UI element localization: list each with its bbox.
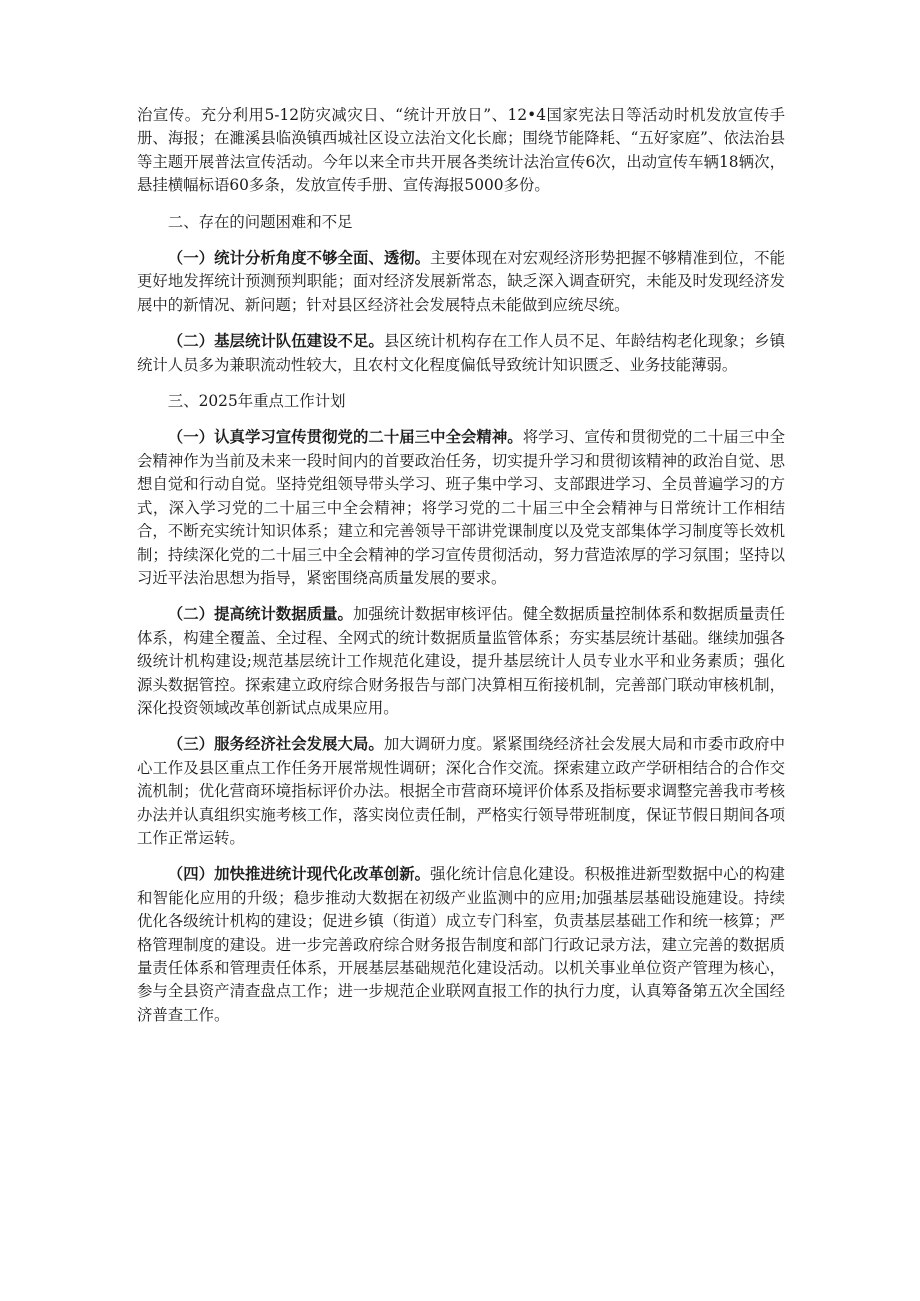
document-page <box>137 104 785 1040</box>
paragraph-lead: （二）基层统计队伍建设不足。 <box>167 332 384 351</box>
paragraph-body: 主要体现在对宏观经济形势把握不够精准到位，不能更好地发挥统计预测预判职能；面对经济发展新常态，缺乏深入调查研究，未能及时发现经济发展中的新情况、新问题；针对县区经济社会发展特点未能做到应统尽统。 <box>137 249 785 314</box>
paragraph-plan-study <box>137 426 785 590</box>
paragraph-problem-analysis <box>137 247 785 317</box>
paragraph-problem-staff <box>137 330 785 377</box>
paragraph-lead: （一）认真学习宣传贯彻党的二十届三中全会精神。 <box>167 428 523 447</box>
paragraph-body: 将学习、宣传和贯彻党的二十届三中全会精神作为当前及未来一段时间内的首要政治任务，切实提升学习和贯彻该精神的政治自觉、思想自觉和行动自觉。坚持党组领导带头学习、班子集中学习、支部跟进学习、全员普遍学习的方式，深入学习党的二十届三中全会精神；将学习党的二十届三中全会精神与日常统计工作相结合，不断充实统计知识体系；建立和完善领导干部讲党课制度以及党支部集体学习制度等长效机制；持续深化党的二十届三中全会精神的学习宣传贯彻活动，努力营造浓厚的学习氛围；坚持以习近平法治思想为指导，紧密围绕高质量发展的要求。 <box>137 428 785 587</box>
paragraph-lead: （一）统计分析角度不够全面、透彻。 <box>167 249 431 268</box>
section-heading-plan: 三、2025年重点工作计划 <box>167 392 346 411</box>
paragraph-lead: （二）提高统计数据质量。 <box>167 605 353 624</box>
paragraph-body: 强化统计信息化建设。积极推进新型数据中心的构建和智能化应用的升级；稳步推动大数据在初级产业监测中的应用;加强基层基础设施建设。持续优化各级统计机构的建设；促进乡镇（街道）成立专门科室，负责基层基础工作和统一核算；严格管理制度的建设。进一步完善政府综合财务报告制度和部门行政记录方法，建立完善的数据质量责任体系和管理责任体系，开展基层基础规范化建设活动。以机关事业单位资产管理为核心，参与全县资产清查盘点工作；进一步规范企业联网直报工作的执行力度，认真筹备第五次全国经济普查工作。 <box>137 865 785 1024</box>
paragraph-legal-publicity: 治宣传。充分利用5-12防灾减灾日、“统计开放日”、12•4国家宪法日等活动时机发放宣传手册、海报；在濉溪县临涣镇西城社区设立法治文化长廊；围绕节能降耗、“五好家庭”、依法治县等主题开展普法宣传活动。今年以来全市共开展各类统计法治宣传6次，出动宣传车辆18辆次，悬挂横幅标语60多条，发放宣传手册、宣传海报5000多份。 <box>137 106 785 195</box>
section-heading-problems: 二、存在的问题困难和不足 <box>167 212 353 231</box>
paragraph-plan-service <box>137 733 785 850</box>
paragraph-plan-data-quality <box>137 603 785 720</box>
paragraph-lead: （三）服务经济社会发展大局。 <box>167 735 384 754</box>
paragraph-plan-modernization <box>137 863 785 1027</box>
paragraph-body: 县区统计机构存在工作人员不足、年龄结构老化现象；乡镇统计人员多为兼职流动性较大，且农村文化程度偏低导致统计知识匮乏、业务技能薄弱。 <box>137 332 785 374</box>
paragraph-lead: （四）加快推进统计现代化改革创新。 <box>167 865 431 884</box>
paragraph-body: 加大调研力度。紧紧围绕经济社会发展大局和市委市政府中心工作及县区重点工作任务开展常规性调研；深化合作交流。探索建立政产学研相结合的合作交流机制；优化营商环境指标评价办法。根据全市营商环境评价体系及指标要求调整完善我市考核办法并认真组织实施考核工作，落实岗位责任制，严格实行领导带班制度，保证节假日期间各项工作正常运转。 <box>137 735 785 847</box>
paragraph-body: 加强统计数据审核评估。健全数据质量控制体系和数据质量责任体系，构建全覆盖、全过程、全网式的统计数据质量监管体系；夯实基层统计基础。继续加强各级统计机构建设;规范基层统计工作规范化建设，提升基层统计人员专业水平和业务素质；强化源头数据管控。探索建立政府综合财务报告与部门决算相互衔接机制，完善部门联动审核机制，深化投资领域改革创新试点成果应用。 <box>137 605 785 717</box>
